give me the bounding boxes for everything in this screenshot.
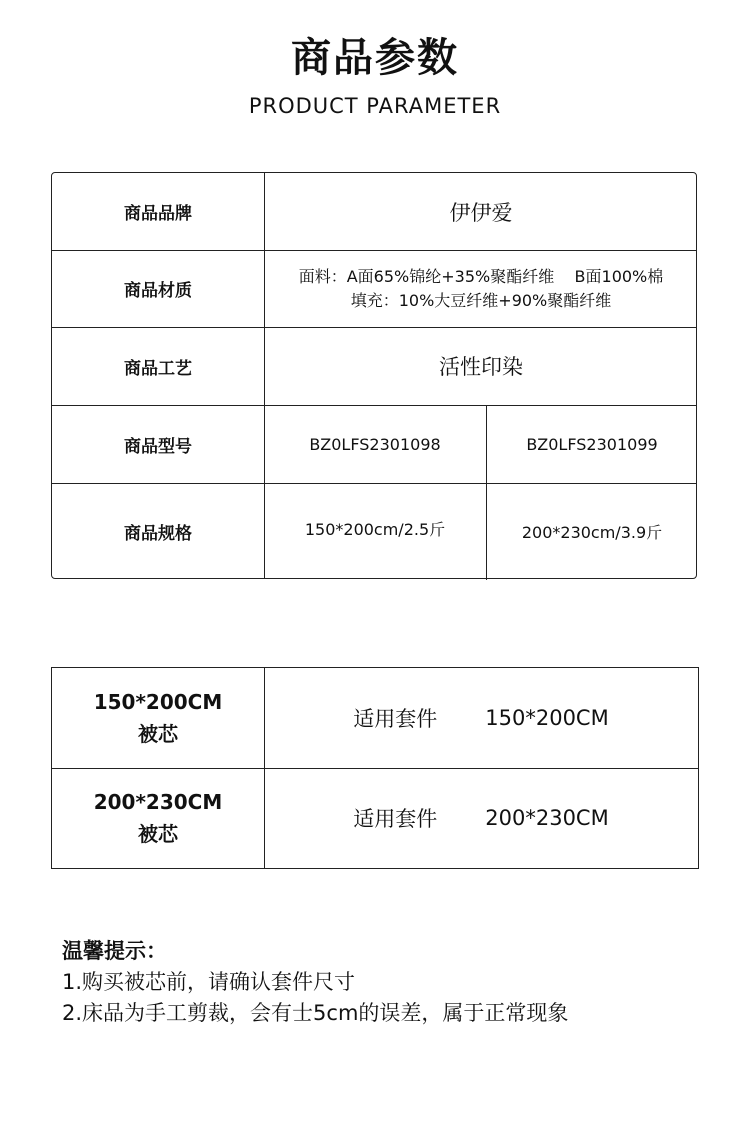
size-fit-1: [264, 668, 698, 768]
param-value-model-1: BZ0LFS2301098: [309, 434, 441, 454]
fit-label: 适用套件: [353, 707, 438, 731]
param-value-model-2: BZ0LFS2301099: [526, 434, 658, 454]
param-label-material: 商品材质: [124, 281, 192, 301]
size-fit-2: [264, 768, 698, 868]
material-fabric-line: 面料：A面65%锦纶+35%聚酯纤维 B面100%棉: [298, 266, 664, 286]
param-value-spec-2: 200*230cm/3.9斤: [521, 523, 663, 542]
tips-title: 温馨提示：: [62, 939, 167, 963]
param-label-model: 商品型号: [124, 436, 192, 457]
param-label-spec: 商品规格: [124, 524, 192, 544]
size-value: 150*200CM: [93, 690, 223, 714]
size-value: 200*230CM: [93, 790, 223, 814]
tip-item: 1.购买被芯前，请确认套件尺寸: [62, 970, 356, 994]
param-label-brand: 商品品牌: [124, 204, 192, 224]
param-value-spec-1: 150*200cm/2.5斤: [304, 519, 446, 539]
size-label-1: [52, 668, 264, 768]
param-label-craft: 商品工艺: [124, 358, 192, 379]
tip-item: 2.床品为手工剪裁，会有士5cm的误差，属于正常现象: [62, 1001, 569, 1025]
size-type: 被芯: [138, 822, 178, 846]
param-value-brand: 伊伊爱: [449, 200, 513, 225]
param-value-craft: 活性印染: [439, 355, 523, 379]
page-title: 商品参数: [291, 35, 459, 81]
fit-size: 150*200CM: [485, 706, 609, 730]
param-value-material: [264, 250, 698, 327]
size-table: [51, 667, 699, 869]
params-table: [51, 172, 697, 579]
material-fill-line: 填充：10%大豆纤维+90%聚酯纤维: [350, 290, 612, 310]
fit-size: 200*230CM: [485, 806, 609, 830]
size-type: 被芯: [138, 722, 178, 746]
page-subtitle: PRODUCT PARAMETER: [248, 94, 502, 118]
tips-section: [62, 936, 568, 1029]
size-label-2: [52, 768, 264, 868]
fit-label: 适用套件: [353, 807, 438, 831]
